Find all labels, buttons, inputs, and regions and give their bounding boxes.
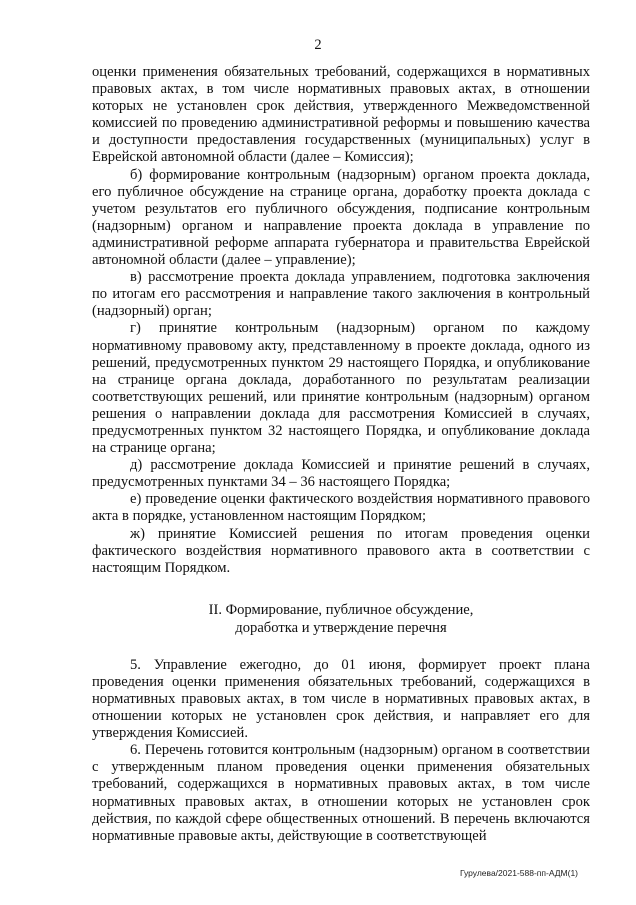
- paragraph-point-5: 5. Управление ежегодно, до 01 июня, формирует проект плана проведения оценки применения обязательных требований, содержащихся в нормативных правовых актах, в том числе в нормативных правовых актах, в отношении которых не установлен срок действия, и направляет его для утверждения Комиссией.: [92, 656, 590, 742]
- page-number: 2: [314, 37, 322, 53]
- section-heading-line-2: доработка и утверждение перечня: [235, 619, 447, 636]
- paragraph-item-e: е) проведение оценки фактического воздействия нормативного правового акта в порядке, установленном настоящим Порядком;: [92, 491, 590, 525]
- paragraph-item-v: в) рассмотрение проекта доклада управлением, подготовка заключения по итогам его рассмотрения и направление такого заключения в контрольный (надзорный) орган;: [92, 269, 590, 320]
- section-heading-line-1: II. Формирование, публичное обсуждение,: [208, 601, 474, 618]
- document-body: [92, 64, 590, 845]
- paragraph-point-6: 6. Перечень готовится контрольным (надзорным) органом в соответствии с утвержденным планом проведения оценки применения обязательных требований, содержащихся в нормативных правовых актах, в том числе нормативных правовых актах, в отношении которых не установлен срок действия, по каждой сфере общественных отношений. В перечень включаются нормативные правовые акты, действующие в соответствующей: [92, 742, 590, 844]
- paragraph-continuation: оценки применения обязательных требований, содержащихся в нормативных правовых актах, в том числе нормативных правовых актах, в отношении которых не установлен срок действия, утвержденного Межведомственной комиссией по проведению административной реформы и повышению качества и доступности предоставления государственных (муниципальных) услуг в Еврейской автономной области (далее – Комиссия);: [92, 64, 590, 166]
- paragraph-item-d: д) рассмотрение доклада Комиссией и принятие решений в случаях, предусмотренных пунктами 34 – 36 настоящего Порядка;: [92, 457, 590, 491]
- paragraph-item-g: г) принятие контрольным (надзорным) органом по каждому нормативному правовому акту, представленному в проекте доклада, одного из решений, предусмотренных пунктом 29 настоящего Порядка, и опубликование на странице органа доклада, доработанного по результатам реализации соответствующих решений, или принятие контрольным (надзорным) органом решения о направлении доклада для рассмотрения Комиссией в случаях, предусмотренных пунктом 32 настоящего Порядка, и опубликование доклада на странице органа;: [92, 320, 590, 457]
- paragraph-item-zh: ж) принятие Комиссией решения по итогам проведения оценки фактического воздействия нормативного правового акта в соответствии с настоящим Порядком.: [92, 525, 590, 576]
- document-code-footer: Гурулева/2021-588-пп-АДМ(1): [459, 868, 578, 878]
- paragraph-item-b: б) формирование контрольным (надзорным) органом проекта доклада, его публичное обсуждение на странице органа, доработку проекта доклада с учетом результатов его публичного обсуждения, подписание контрольным (надзорным) органом и направление проекта доклада в управление по административной реформе аппарата губернатора и правительства Еврейской автономной области (далее – управление);: [92, 166, 590, 269]
- section-heading: [92, 601, 590, 637]
